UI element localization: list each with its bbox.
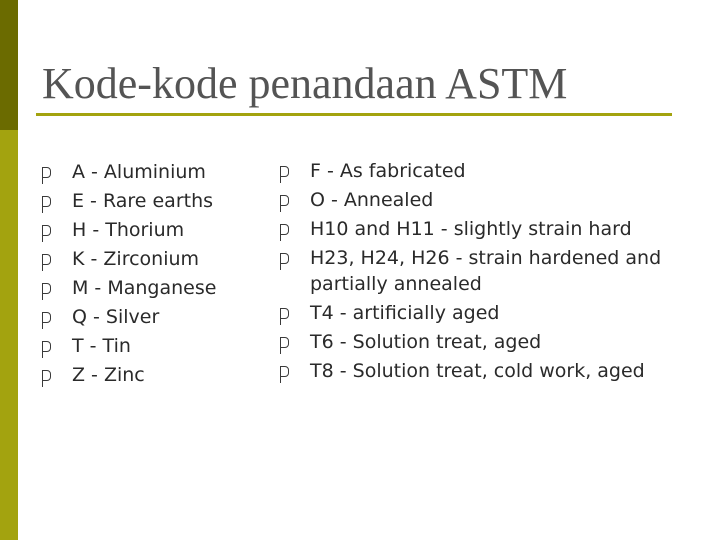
p-bullet-icon [280, 253, 289, 264]
list-item [40, 245, 216, 274]
list-item [278, 187, 698, 213]
list-item-text: H10 and H11 - slightly strain hard [310, 218, 632, 240]
list-item-text: H23, H24, H26 - strain hardened and partially annealed [310, 247, 662, 295]
p-bullet-icon [42, 312, 51, 323]
title-underline [36, 113, 672, 116]
list-item-text: T - Tin [72, 335, 131, 357]
list-item [40, 332, 216, 361]
list-item [40, 216, 216, 245]
p-bullet-icon [42, 167, 51, 178]
list-item [40, 158, 216, 187]
p-bullet-icon [42, 370, 51, 381]
list-item [278, 216, 698, 242]
list-item [40, 274, 216, 303]
sidebar-accent-top [0, 0, 18, 130]
list-item [278, 329, 698, 355]
slide-title: Kode-kode penandaan ASTM [42, 59, 568, 108]
list-item-text: T8 - Solution treat, cold work, aged [310, 360, 645, 382]
list-item [40, 187, 216, 216]
list-item-text: E - Rare earths [72, 190, 214, 212]
list-item [278, 300, 698, 326]
sidebar-accent-bottom [0, 130, 18, 540]
list-item-text: K - Zirconium [72, 248, 200, 270]
element-codes-list [40, 158, 216, 390]
p-bullet-icon [42, 341, 51, 352]
p-bullet-icon [42, 196, 51, 207]
list-item-text: T4 - artificially aged [310, 302, 500, 324]
list-item [278, 245, 698, 297]
list-item-text: Q - Silver [72, 306, 160, 328]
list-item [278, 158, 698, 184]
list-item-text: A - Aluminium [72, 161, 206, 183]
p-bullet-icon [280, 308, 289, 319]
list-item [40, 361, 216, 390]
list-item-text: M - Manganese [72, 277, 217, 299]
list-item [40, 303, 216, 332]
p-bullet-icon [280, 195, 289, 206]
p-bullet-icon [42, 254, 51, 265]
list-item-text: H - Thorium [72, 219, 185, 241]
p-bullet-icon [42, 283, 51, 294]
p-bullet-icon [280, 366, 289, 377]
p-bullet-icon [42, 225, 51, 236]
list-item-text: F - As fabricated [310, 160, 466, 182]
list-item-text: T6 - Solution treat, aged [310, 331, 542, 353]
list-item-text: O - Annealed [310, 189, 434, 211]
list-item-text: Z - Zinc [72, 364, 145, 386]
p-bullet-icon [280, 337, 289, 348]
temper-codes-list [278, 158, 698, 387]
list-item [278, 358, 698, 384]
p-bullet-icon [280, 166, 289, 177]
p-bullet-icon [280, 224, 289, 235]
